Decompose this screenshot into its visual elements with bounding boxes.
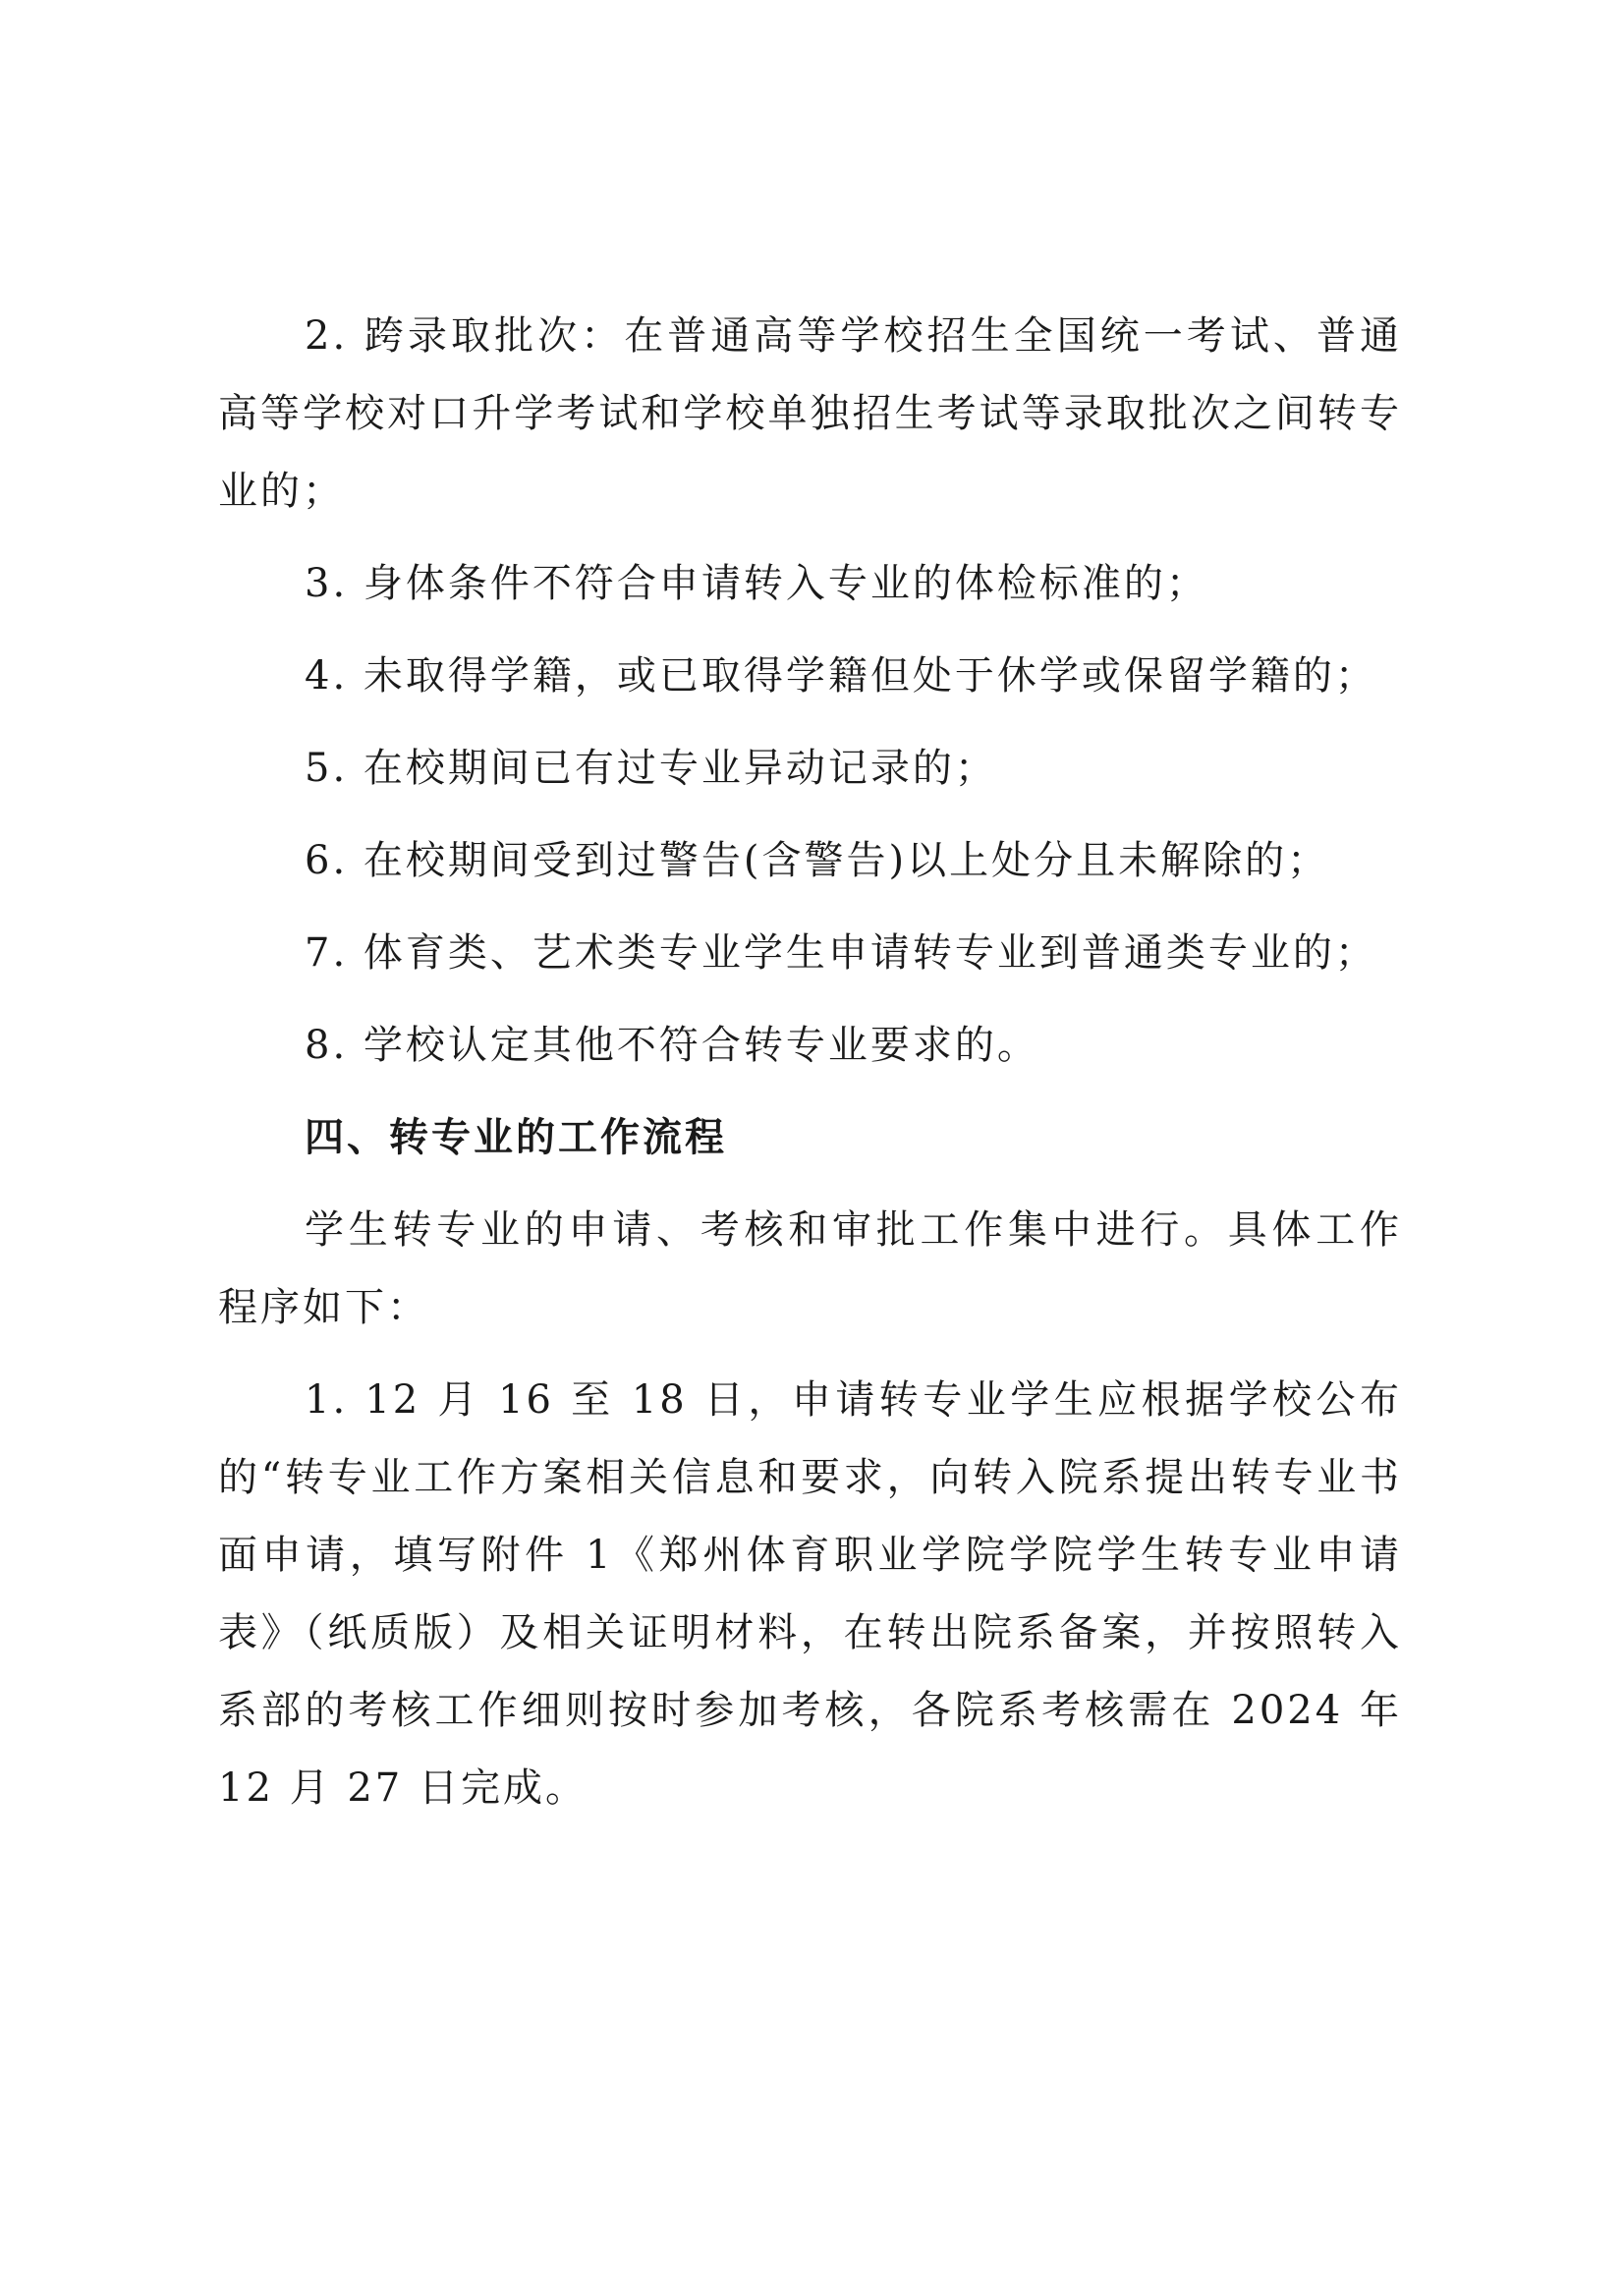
paragraph-intro: 学生转专业的申请、考核和审批工作集中进行。具体工作程序如下： bbox=[218, 1207, 1402, 1330]
paragraph-item-6: 6. 在校期间受到过警告(含警告)以上处分且未解除的； bbox=[305, 838, 1330, 883]
paragraph-item-8: 8. 学校认定其他不符合转专业要求的。 bbox=[305, 1023, 1039, 1068]
paragraph-step-1: 1. 12 月 16 至 18 日，申请转专业学生应根据学校公布的“转专业工作方案相关信息和要求，向转入院系提出转专业书面申请，填写附件 1《郑州体育职业学院学院学生转专业申请表》（纸质版）及相关证明材料，在转出院系备案，并按照转入系部的考核工作细则按时参加考核，各院系考核需在 2024 年 12 月 27 日完成。 bbox=[218, 1377, 1402, 1811]
paragraph-item-7: 7. 体育类、艺术类专业学生申请转专业到普通类专业的； bbox=[305, 930, 1377, 976]
document-body bbox=[218, 298, 1402, 1827]
paragraph-item-5: 5. 在校期间已有过专业异动记录的； bbox=[305, 746, 997, 791]
paragraph-item-4: 4. 未取得学籍，或已取得学籍但处于休学或保留学籍的； bbox=[305, 653, 1377, 699]
paragraph-item-2: 2. 跨录取批次：在普通高等学校招生全国统一考试、普通高等学校对口升学考试和学校单独招生考试等录取批次之间转专业的； bbox=[218, 313, 1402, 514]
paragraph-item-3: 3. 身体条件不符合申请转入专业的体检标准的； bbox=[305, 561, 1208, 606]
section-heading: 四、转专业的工作流程 bbox=[305, 1115, 727, 1160]
